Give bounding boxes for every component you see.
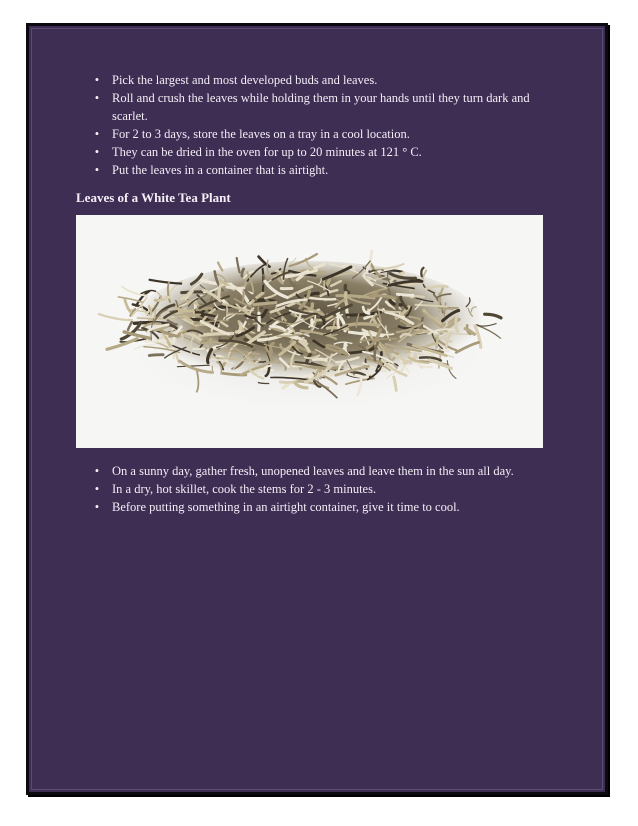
tea-leaf-strand xyxy=(227,287,244,288)
tea-leaf-strand xyxy=(99,314,132,320)
instructions-list-top xyxy=(92,71,562,179)
bullet-icon: • xyxy=(94,482,100,496)
tea-leaf-strand xyxy=(182,334,183,342)
instructions-list-bottom xyxy=(92,462,562,516)
bullet-icon: • xyxy=(94,73,100,87)
list-item-text: Pick the largest and most developed buds and leaves. xyxy=(112,73,378,87)
list-item-text: Before putting something in an airtight container, give it time to cool. xyxy=(112,500,460,514)
bullet-icon: • xyxy=(94,163,100,177)
tea-leaf-strand xyxy=(150,280,182,284)
tea-leaf-strand xyxy=(145,341,166,342)
bullet-icon: • xyxy=(94,91,100,105)
list-item xyxy=(92,71,562,89)
list-item-text: They can be dried in the oven for up to 20 minutes at 121 ° C. xyxy=(112,145,422,159)
bullet-icon: • xyxy=(94,500,100,514)
section-heading: Leaves of a White Tea Plant xyxy=(76,190,231,205)
list-item-text: Put the leaves in a container that is airtight. xyxy=(112,163,329,177)
list-item-text: Roll and crush the leaves while holding them in your hands until they turn dark and scarlet. xyxy=(112,91,530,123)
tea-leaf-strand xyxy=(313,359,326,360)
bullet-icon: • xyxy=(94,464,100,478)
list-item xyxy=(92,89,562,125)
tea-leaf-strand xyxy=(193,348,204,349)
tea-leaf-strand xyxy=(263,269,264,291)
tea-leaf-strand xyxy=(149,355,163,356)
list-item-text: In a dry, hot skillet, cook the stems for 2 - 3 minutes. xyxy=(112,482,377,496)
list-item xyxy=(92,480,562,498)
list-item-text: For 2 to 3 days, store the leaves on a tray in a cool location. xyxy=(112,127,410,141)
list-item xyxy=(92,462,562,480)
bullet-icon: • xyxy=(94,145,100,159)
list-item xyxy=(92,498,562,516)
list-item xyxy=(92,161,562,179)
tea-leaf-strand xyxy=(125,300,131,313)
tea-leaf-strand xyxy=(218,263,222,271)
tea-leaf-strand xyxy=(397,294,413,295)
list-item xyxy=(92,125,562,143)
tea-leaf-strand xyxy=(122,287,148,296)
tea-leaves-photo xyxy=(76,215,543,448)
tea-leaf-strand xyxy=(173,314,201,315)
tea-leaf-strand xyxy=(436,336,438,347)
bullet-icon: • xyxy=(94,127,100,141)
list-item xyxy=(92,143,562,161)
list-item-text: On a sunny day, gather fresh, unopened leaves and leave them in the sun all day. xyxy=(112,464,514,478)
